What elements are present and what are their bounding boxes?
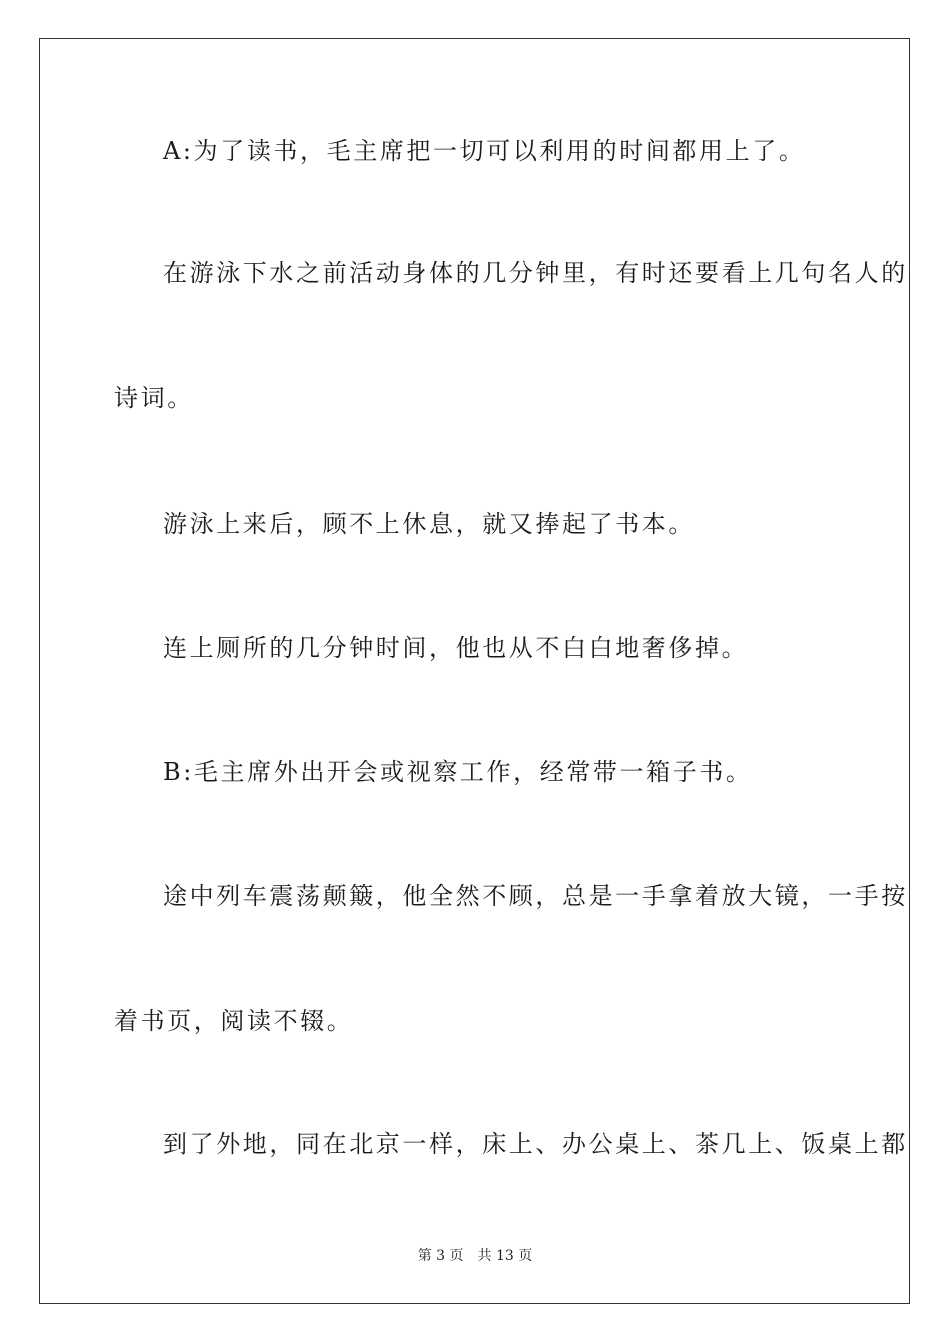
page-number-footer: 第 3 页 共 13 页 — [417, 1248, 533, 1264]
paragraph-line-3: 诗词。 — [114, 384, 194, 412]
paragraph-line-1: A:为了读书，毛主席把一切可以利用的时间都用上了。 — [163, 137, 806, 165]
page-border — [39, 38, 910, 1304]
paragraph-line-9: 到了外地，同在北京一样，床上、办公桌上、茶几上、饭桌上都 — [163, 1130, 908, 1158]
paragraph-line-7: 途中列车震荡颠簸，他全然不顾，总是一手拿着放大镜，一手按 — [163, 882, 908, 910]
paragraph-line-4: 游泳上来后，顾不上休息，就又捧起了书本。 — [163, 510, 695, 538]
paragraph-line-2: 在游泳下水之前活动身体的几分钟里，有时还要看上几句名人的 — [163, 259, 908, 287]
paragraph-line-6: B:毛主席外出开会或视察工作，经常带一箱子书。 — [163, 758, 753, 786]
paragraph-line-5: 连上厕所的几分钟时间，他也从不白白地奢侈掉。 — [163, 634, 749, 662]
paragraph-line-8: 着书页，阅读不辍。 — [114, 1007, 354, 1035]
